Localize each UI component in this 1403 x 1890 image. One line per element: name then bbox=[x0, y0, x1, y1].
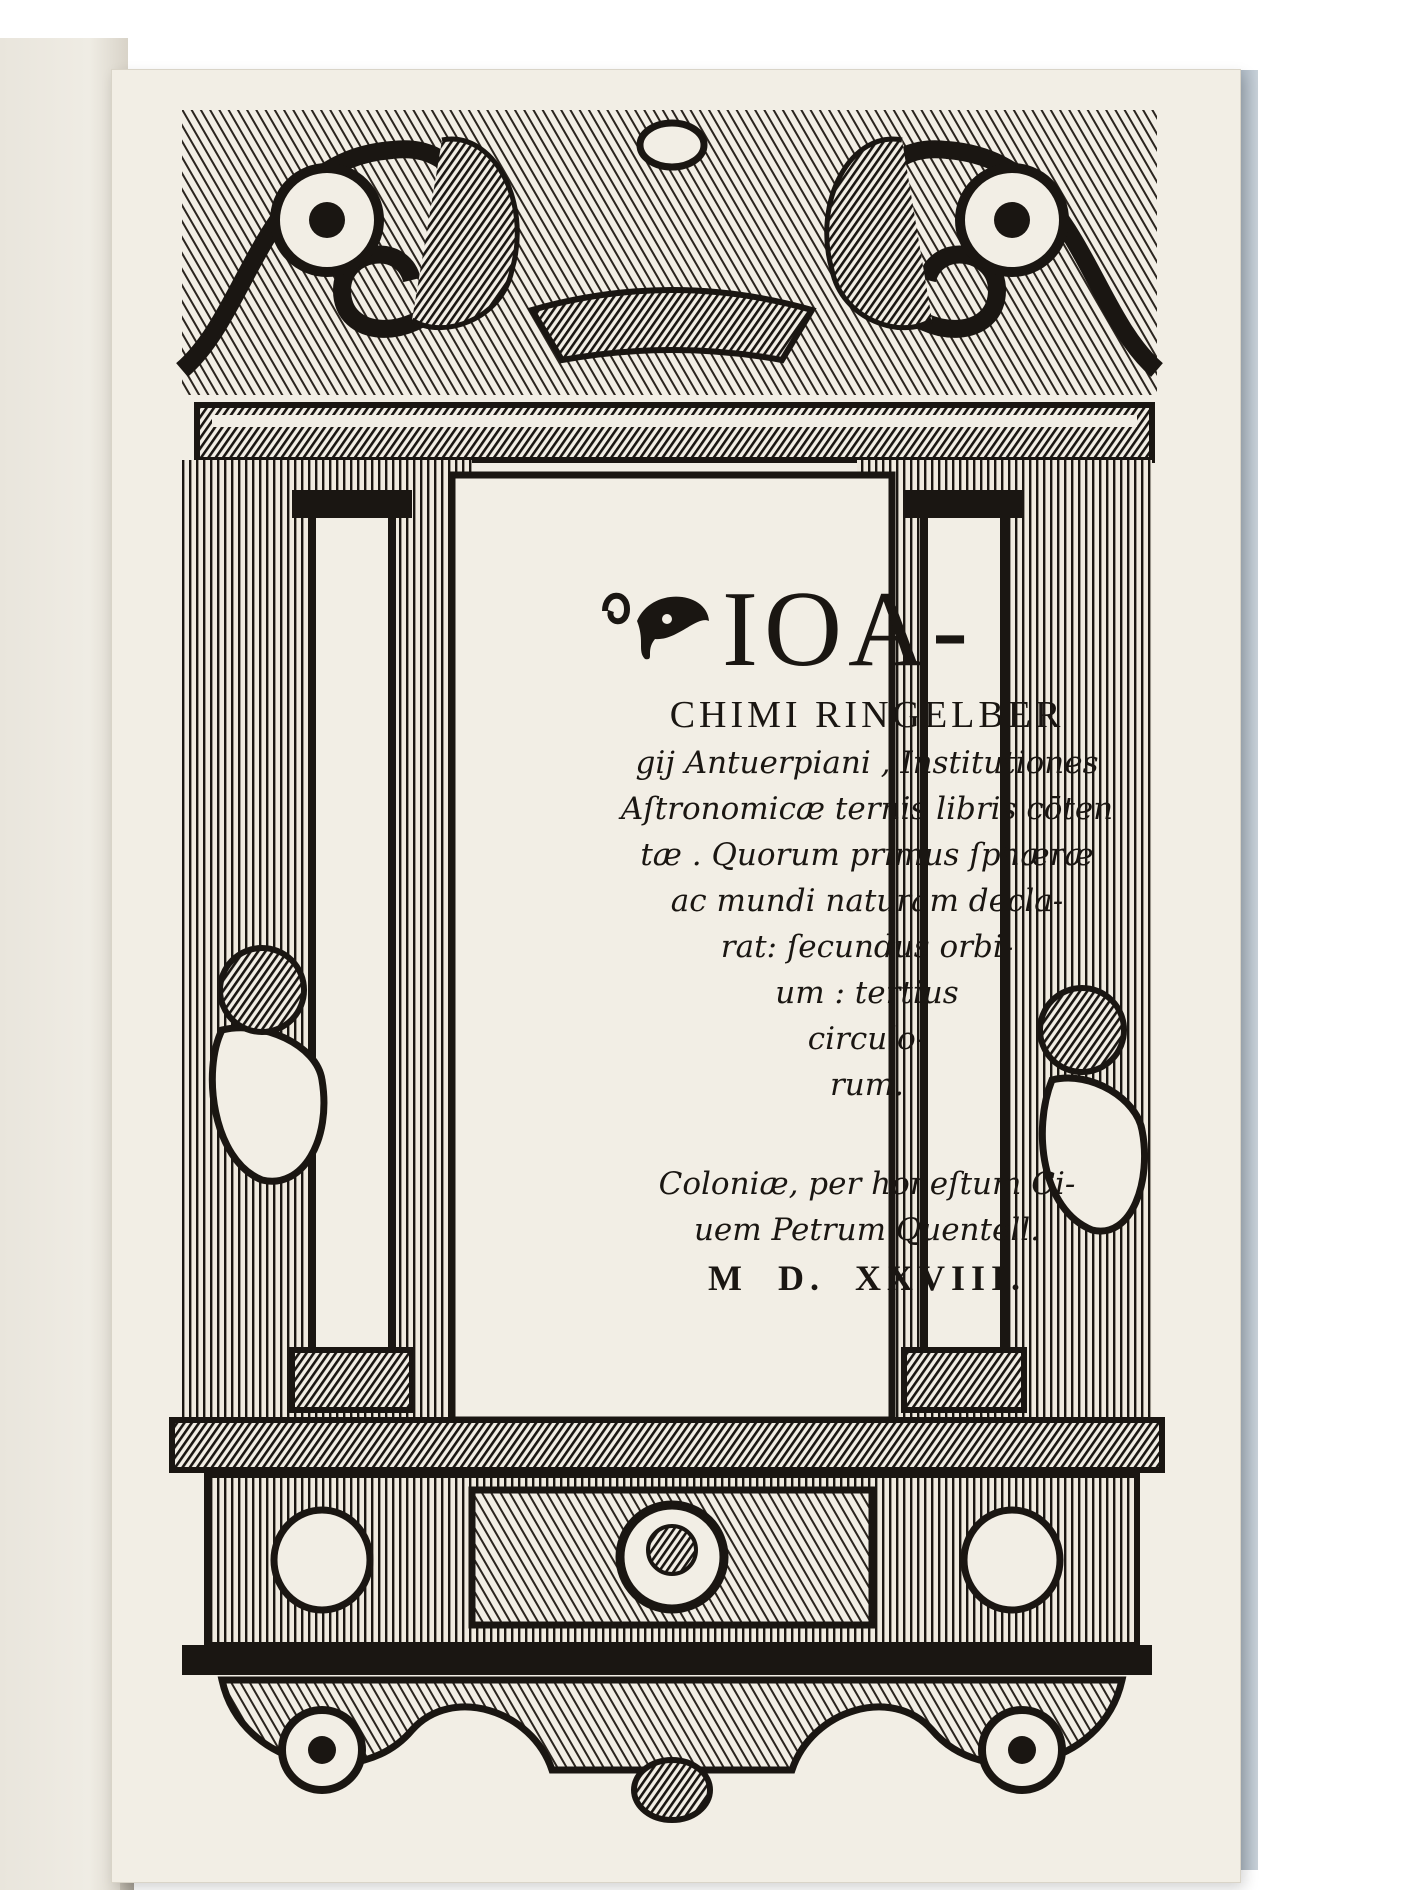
fleuron-ornament bbox=[597, 581, 717, 661]
bottom-ornaments bbox=[222, 1680, 1122, 1820]
left-column bbox=[182, 460, 472, 1420]
imprint-date: M D. XXVIII. bbox=[708, 1258, 1026, 1298]
title-line-9: circulo- bbox=[807, 1021, 927, 1057]
title-line-7: rat: ſecundus orbi- bbox=[720, 929, 1014, 965]
title-line-4: Aſtronomicæ ternis libris cōten bbox=[620, 791, 1114, 827]
title-first-line bbox=[597, 570, 1137, 689]
title-text-block bbox=[597, 565, 1137, 1370]
title-line-8: um : tertius bbox=[775, 975, 959, 1011]
title-line-3: gij Antuerpiani , Institutiones bbox=[635, 745, 1099, 781]
title-line-5: tæ . Quorum primus ſphæræ bbox=[640, 837, 1094, 873]
imprint-line-2: uem Petrum Quentell. bbox=[693, 1212, 1041, 1248]
title-line-10: rum. bbox=[829, 1067, 905, 1103]
facing-blank-page bbox=[0, 38, 128, 1890]
title-line-2: CHIMI RINGELBER bbox=[669, 694, 1065, 736]
title-page bbox=[112, 70, 1240, 1882]
title-initial-letters: IOA- bbox=[722, 570, 974, 689]
imprint-line-1: Coloniæ, per honeſtum Ci- bbox=[658, 1166, 1076, 1202]
top-frieze bbox=[182, 110, 1157, 395]
title-line-6: ac mundi naturam decla- bbox=[670, 883, 1064, 919]
